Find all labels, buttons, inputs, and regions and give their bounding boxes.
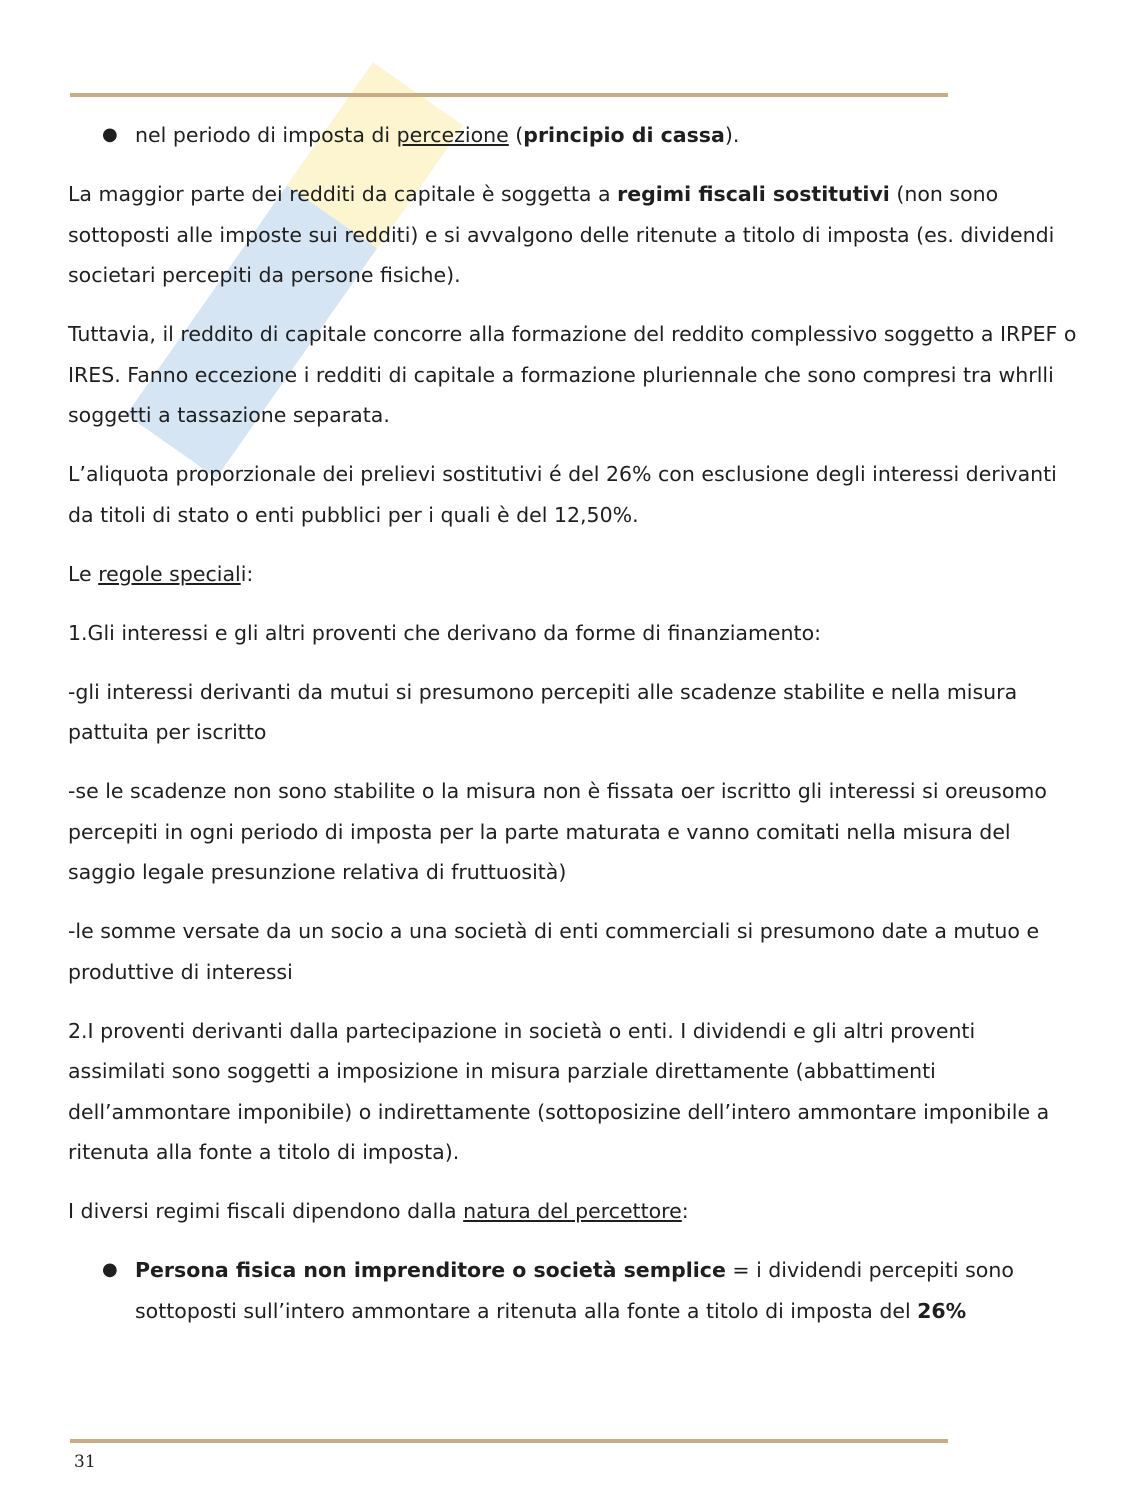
paragraph-scadenze: -se le scadenze non sono stabilite o la misura non è fissata oer iscritto gli interessi si oreusomo percepiti in ogni periodo di imposta per la parte maturata e vanno comitati nella misura del saggio legale presunzione relativa di fruttuosità) [68,779,1047,884]
underlined-term: regole special [98,561,241,586]
bold-term: regimi fiscali sostitutivi [617,182,890,206]
header-rule [70,93,948,97]
underlined-term: natura del percettore [463,1199,682,1223]
bold-term: principio di cassa [523,123,725,147]
paragraph-rule-2: 2.I proventi derivanti dalla partecipazione in società o enti. I dividendi e gli altri proventi assimilati sono soggetti a imposizione in misura parziale direttamente (abbattimenti dell’ammontare imponibile) o indirettamente (sottoposizine dell’intero ammontare imponibile a ritenuta alla fonte a titolo di imposta). [68,1018,1050,1164]
bullet-persona-fisica: ● Persona fisica non imprenditore o società semplice = i dividendi percepiti sono sottoposti sull’intero ammontare a ritenuta alla fonte a titolo di imposta del 26% [68,1250,1078,1331]
bullet-dot: ● [102,124,118,145]
page-content [68,115,1078,1350]
paragraph-mutui: -gli interessi derivanti da mutui si presumono percepiti alle scadenze stabilite e nella misura pattuita per iscritto [68,679,1018,744]
paragraph-regole-speciali: Le regole speciali: [68,561,254,586]
bold-term: 26% [917,1298,967,1323]
footer-rule [70,1439,948,1443]
paragraph-somme-versate: -le somme versate da un socio a una società di enti commerciali si presumono date a mutuo e produttive di interessi [68,919,1040,984]
bullet-percezione: ● nel periodo di imposta di percezione (principio di cassa). [68,115,1078,156]
paragraph-regimi-sostitutivi: La maggior parte dei redditi da capitale è soggetta a regimi fiscali sostitutivi (non sono sottoposti alle imposte sui redditi) e si avvalgono delle ritenute a titolo di imposta (es. dividendi societari percepiti da persone fisiche). [68,182,1055,287]
paragraph-tuttavia: Tuttavia, il reddito di capitale concorre alla formazione del reddito complessivo soggetto a IRPEF o IRES. Fanno eccezione i redditi di capitale a formazione pluriennale che sono compresi tra whrlli soggetti a tassazione separata. [68,322,1077,427]
underlined-term: percezione [396,123,509,147]
bold-term: Persona fisica non imprenditore o società semplice [135,1258,726,1282]
bullet-dot: ● [102,1259,118,1280]
paragraph-natura-percettore: I diversi regimi fiscali dipendono dalla natura del percettore: [68,1199,689,1223]
paragraph-rule-1: 1.Gli interessi e gli altri proventi che derivano da forme di finanziamento: [68,620,822,645]
page-number: 31 [74,1452,96,1472]
paragraph-aliquota: L’aliquota proporzionale dei prelievi sostitutivi é del 26% con esclusione degli interessi derivanti da titoli di stato o enti pubblici per i quali è del 12,50%. [68,462,1057,527]
